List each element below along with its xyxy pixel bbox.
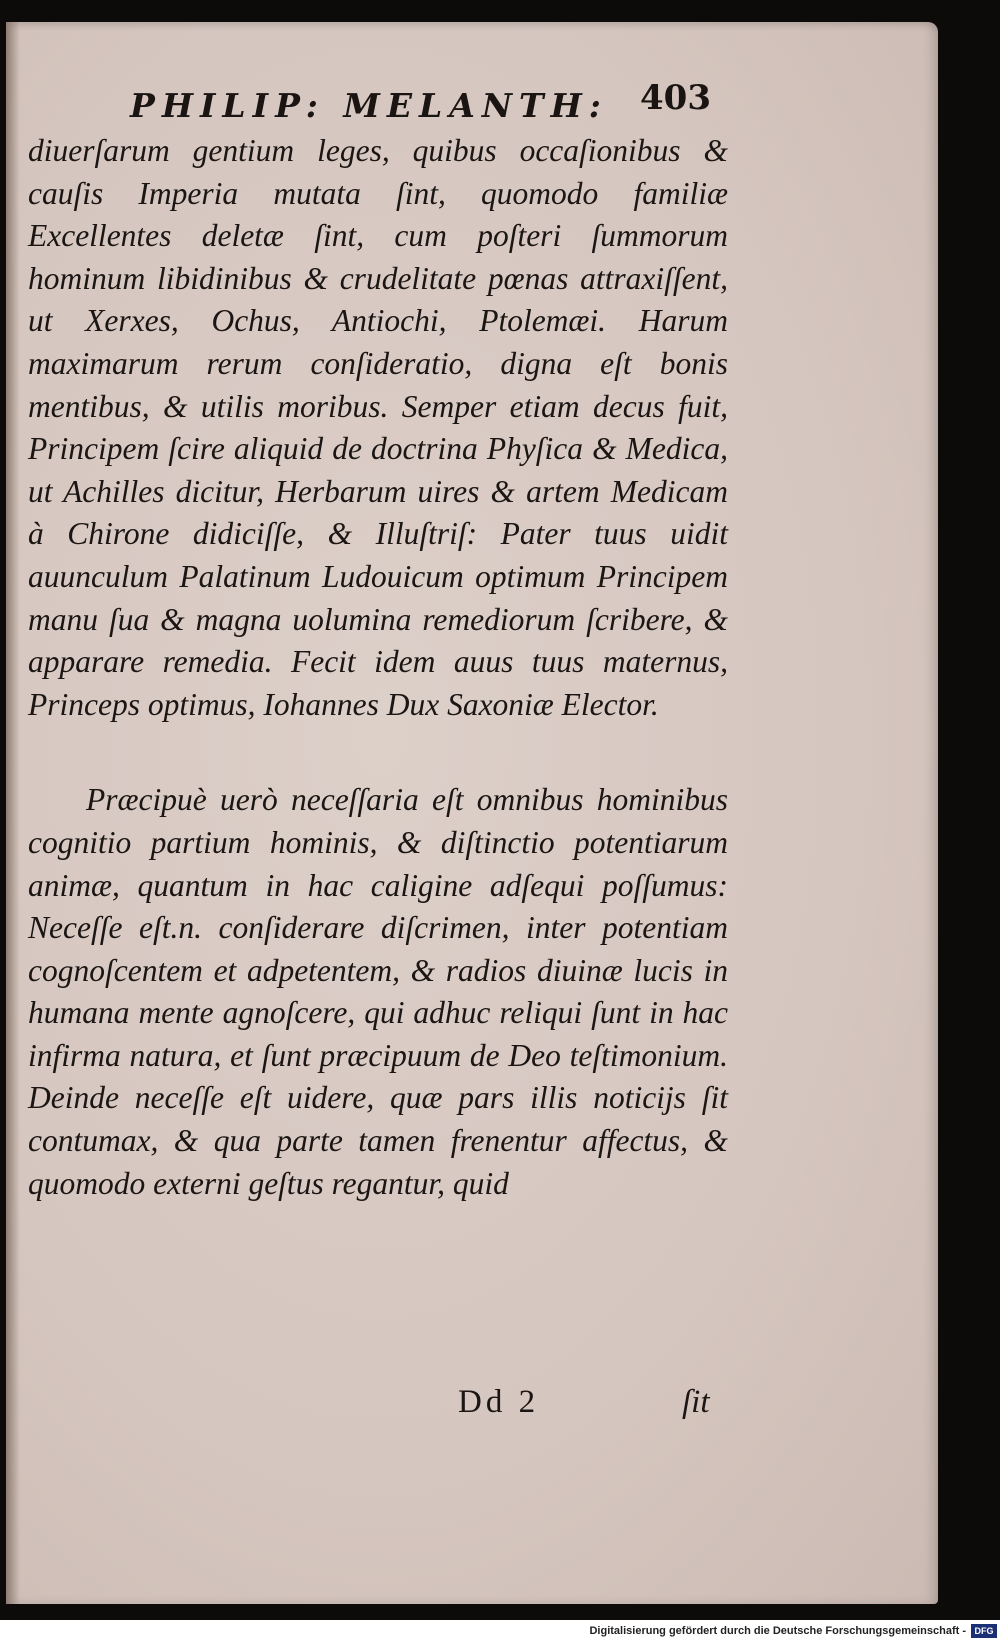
dfg-logo: DFG [971, 1624, 997, 1638]
funding-credit: Digitalisierung gefördert durch die Deutsche Forschungsgemeinschaft - [589, 1625, 966, 1637]
body-text [28, 130, 728, 1205]
footer-bar [0, 1620, 1000, 1646]
paragraph-1: diuerſarum gentium leges, quibus occaſionibus & cauſis Imperia mutata ſint, quomodo familiæ Excellentes deletæ ſint, cum poſteri ſummorum hominum libidinibus & crudelitate pœnas attraxiſſent, ut Xerxes, Ochus, Antiochi, Ptolemæi. Harum maximarum rerum conſideratio, digna eſt bonis mentibus, & utilis moribus. Semper etiam decus fuit, Principem ſcire aliquid de doctrina Phyſica & Medica, ut Achilles dicitur, Herbarum uires & artem Medicam à Chirone didiciſſe, & Illuſtriſ: Pater tuus uidit auunculum Palatinum Ludouicum optimum Principem manu ſua & magna uolumina remediorum ſcribere, & apparare remedia. Fecit idem auus tuus maternus, Princeps optimus, Iohannes Dux Saxoniæ Elector. [28, 133, 728, 722]
running-head-title: PHILIP: MELANTH: [130, 86, 608, 125]
catchword: ſit [682, 1384, 710, 1420]
paragraph-2: Præcipuè uerò neceſſaria eſt omnibus hominibus cognitio partium hominis, & diſtinctio potentiarum animæ, quantum in hac caligine adſequi poſſumus: Neceſſe eſt.n. conſiderare diſcrimen, inter potentiam cognoſcentem et adpetentem, & radios diuinæ lucis in humana mente agnoſcere, qui adhuc reliqui ſunt in hac infirma natura, et ſunt præcipuum de Deo teſtimonium. Deinde neceſſe eſt uidere, quæ pars illis noticijs ſit contumax, & qua parte tamen frenentur affectus, & quomodo externi geſtus regantur, quid [28, 782, 728, 1201]
signature-mark: Dd 2 [458, 1384, 540, 1420]
signature-line [458, 1384, 718, 1428]
running-head [130, 60, 730, 125]
page-number: 403 [640, 78, 711, 118]
page-gutter-shadow [6, 22, 20, 1604]
